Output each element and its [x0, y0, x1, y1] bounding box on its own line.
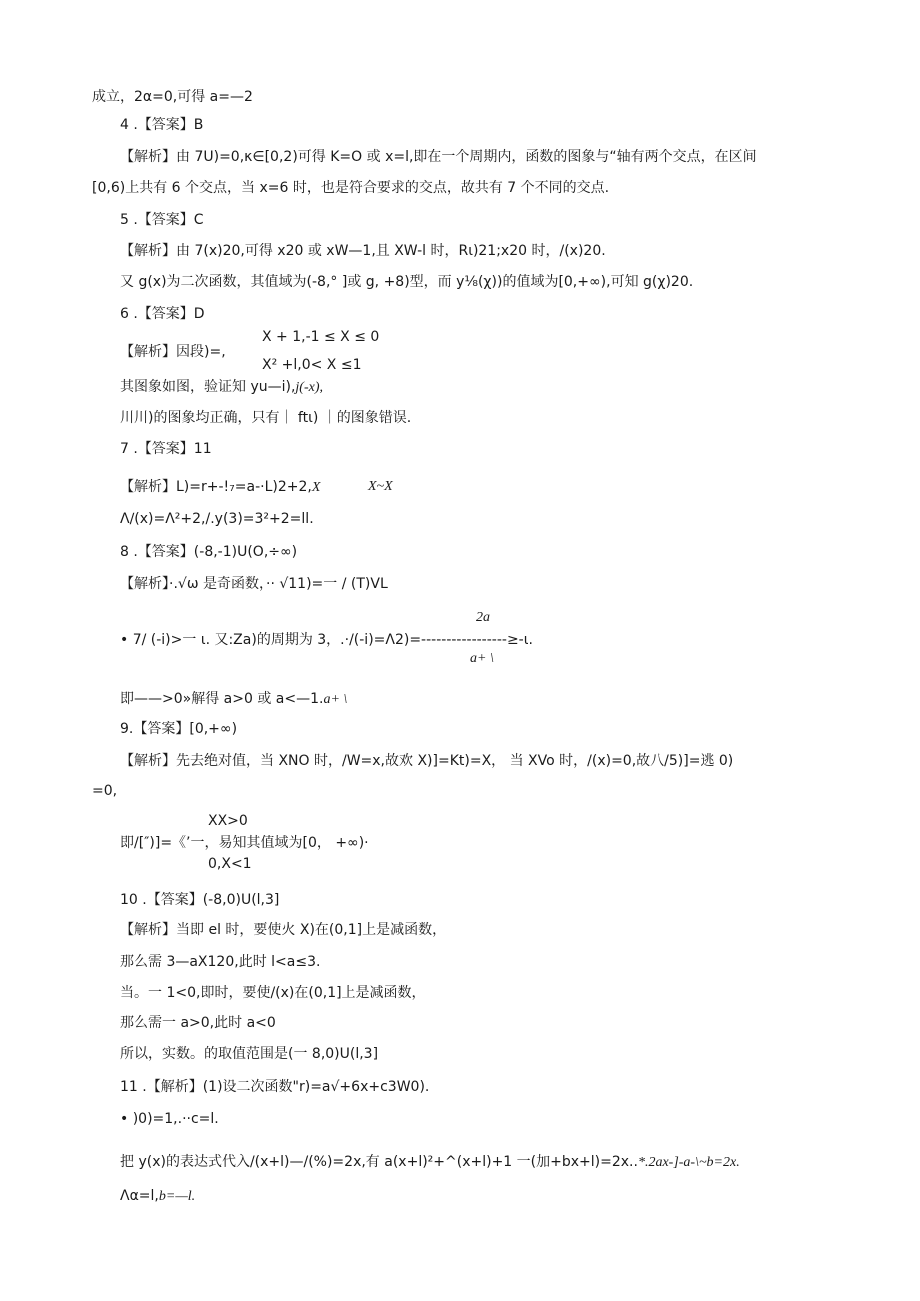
analysis-line: 【解析】由 7U)=0,κ∈[0,2)可得 K=O 或 x=l,即在一个周期内，函数的图象与“轴有两个交点，在区间: [120, 149, 757, 165]
text-line: 成立，2α=0,可得 a=—2: [92, 89, 253, 105]
piecewise-case: XX>0: [208, 813, 248, 829]
answer-heading: 5 .【答案】C: [120, 212, 204, 228]
text-segment: 其图象如图，验证知 yu—i),: [120, 379, 296, 395]
text-line: 所以，实数。的取值范围是(一 8,0)U(l,3]: [120, 1046, 379, 1062]
answer-heading: 8 .【答案】(-8,-1)U(O,÷∞): [120, 544, 298, 560]
answer-heading: 4 .【答案】B: [120, 117, 204, 133]
text-line: 又 g(x)为二次函数，其值域为(-8,° ]或 g, +8)型，而 y⅛(χ))的值域为[0,+∞),可知 g(χ)20.: [120, 274, 694, 290]
text-line: [120, 1153, 740, 1172]
piecewise-case: 0,X<1: [208, 856, 252, 872]
analysis-line: 【解析】先去绝对值，当 XNO 时，/W=x,故欢 X)]=Kt)=X， 当 XVo 时，/(x)=0,故八/5)]=逃 0): [120, 753, 734, 769]
text-line: 川川)的图象均正确，只有｜ ftι) ｜的图象错误.: [120, 410, 412, 426]
math-italic: *.2ax-]-a-\~b=2x.: [637, 1155, 740, 1170]
analysis-line: 【解析】·.√ω 是奇函数，·· √11)=一 / (T)VL: [120, 576, 388, 592]
text-line: [120, 690, 347, 709]
text-segment: 【解析】L)=r+-!₇=a-·L)2+2,: [120, 479, 312, 495]
math-italic: b=—l.: [158, 1189, 196, 1204]
text-segment: Λα=l,: [120, 1188, 159, 1204]
text-line: • 7/ (-i)>一 ι. 又:Za)的周期为 3，.·/(-i)=Λ2)=-----------------≥-ι.: [120, 632, 533, 648]
math-italic: j(-x),: [295, 380, 324, 395]
analysis-line: 【解析】当即 el 时，要使火 X)在(0,1]上是减函数，: [120, 922, 447, 938]
analysis-line: 【解析】因段)=,: [120, 344, 226, 360]
math-italic: a+ \: [323, 692, 348, 707]
fraction-denominator: a+ \: [470, 651, 494, 666]
text-line: 那么需 3—aX120,此时 l<a≤3.: [120, 954, 321, 970]
analysis-line: 【解析】由 7(x)20,可得 x20 或 xW—1,且 XW-l 时，Rι)21;x20 时，/(x)20.: [120, 243, 606, 259]
text-segment: 把 y(x)的表达式代入/(x+l)—/(%)=2x,有 a(x+l)²+^(x+l)+1 一(加+bx+l)=2x..: [120, 1154, 638, 1170]
answer-heading: 7 .【答案】11: [120, 441, 212, 457]
text-line: [0,6)上共有 6 个交点，当 x=6 时，也是符合要求的交点，故共有 7 个不同的交点.: [92, 180, 610, 196]
piecewise-case: X + 1,-1 ≤ X ≤ 0: [262, 329, 380, 345]
answer-heading: 10 .【答案】(-8,0)U(l,3]: [120, 892, 280, 908]
math-italic: X~X: [368, 479, 393, 494]
math-italic: X: [311, 480, 321, 495]
answer-heading: 9.【答案】[0,+∞): [120, 721, 238, 737]
text-segment: 即——>0»解得 a>0 或 a<—1.: [120, 691, 324, 707]
text-line: • )0)=1,.··c=l.: [120, 1111, 219, 1127]
text-line: [120, 378, 323, 397]
piecewise-case: X² +l,0< X ≤1: [262, 357, 362, 373]
analysis-line: [120, 478, 320, 497]
text-line: 即/[″)]=《’一，易知其值域为[0， +∞)·: [120, 835, 369, 851]
answer-heading: 6 .【答案】D: [120, 306, 205, 322]
text-line: 当。一 1<0,即时，要使/(x)在(0,1]上是减函数，: [120, 985, 426, 1001]
analysis-line: 11 .【解析】(1)设二次函数"r)=a√+6x+c3W0).: [120, 1079, 430, 1095]
text-line: [120, 1187, 195, 1206]
text-line: 那么需一 a>0,此时 a<0: [120, 1015, 276, 1031]
fraction-numerator: 2a: [476, 610, 490, 625]
text-line: =0,: [92, 783, 118, 799]
text-line: Λ∕(x)=Λ²+2,/.y(3)=3²+2=ll.: [120, 511, 314, 527]
